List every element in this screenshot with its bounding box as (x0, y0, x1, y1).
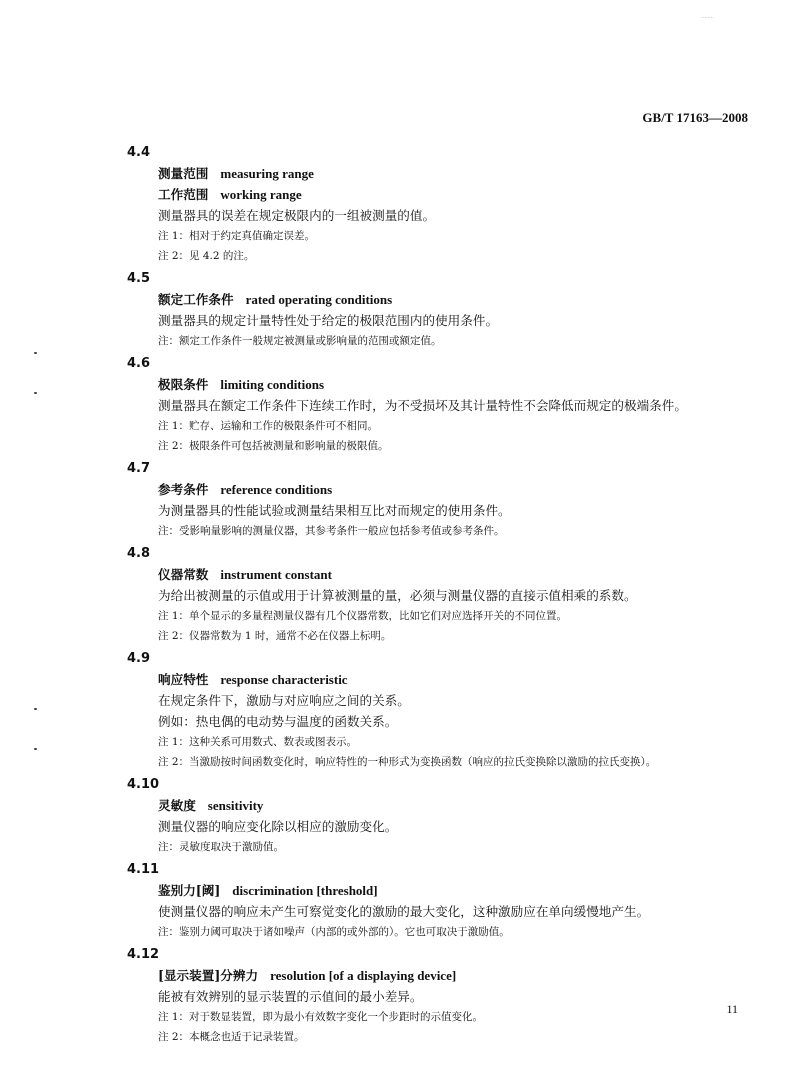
term-chinese: [显示装置]分辨力 (158, 968, 259, 983)
note: 注：灵敏度取决于激励值。 (158, 841, 284, 853)
definition: 为给出被测量的示值或用于计算被测量的量，必须与测量仪器的直接示值相乘的系数。 (158, 588, 637, 603)
terms-content (127, 143, 747, 1050)
term-row (127, 965, 747, 986)
section-number: 4.8 (127, 546, 151, 561)
term-chinese: 灵敏度 (158, 798, 196, 813)
term-row (127, 669, 747, 690)
section-number: 4.9 (127, 651, 151, 666)
term-chinese: 极限条件 (158, 377, 209, 392)
definition: 测量器具在额定工作条件下连续工作时，为不受损坏及其计量特性不会降低而规定的极端条件。 (158, 398, 687, 413)
scan-speck (34, 352, 37, 354)
term-row (127, 289, 747, 310)
term-entry (127, 775, 747, 857)
definition: 测量仪器的响应变化除以相应的激励变化。 (158, 819, 398, 834)
term-row (127, 795, 747, 816)
term-row (127, 564, 747, 585)
note: 注：受影响量影响的测量仪器，其参考条件一般应包括参考值或参考条件。 (158, 525, 505, 537)
definition: 在规定条件下，激励与对应响应之间的关系。 (158, 693, 410, 708)
standard-code-header: GB/T 17163—2008 (642, 110, 748, 125)
scan-speck (34, 392, 37, 394)
definition: 例如：热电偶的电动势与温度的函数关系。 (158, 714, 398, 729)
term-chinese: 响应特性 (158, 672, 209, 687)
term-english: sensitivity (207, 798, 264, 813)
term-entry (127, 269, 747, 351)
term-chinese: 参考条件 (158, 482, 209, 497)
term-entry (127, 354, 747, 456)
term-chinese: 仪器常数 (158, 567, 209, 582)
term-entry (127, 143, 747, 266)
term-row (127, 880, 747, 901)
note: 注 1：这种关系可用数式、数表或图表示。 (158, 736, 358, 748)
note: 注 1：贮存、运输和工作的极限条件可不相同。 (158, 420, 379, 432)
section-number: 4.10 (127, 777, 160, 792)
section-number: 4.6 (127, 356, 151, 371)
scan-speck (34, 708, 37, 710)
term-english: discrimination [threshold] (232, 883, 378, 898)
page-number: 11 (726, 1002, 738, 1016)
term-english: response characteristic (220, 672, 348, 687)
term-english: limiting conditions (220, 377, 325, 392)
note: 注 1：单个显示的多量程测量仪器有几个仪器常数，比如它们对应选择开关的不同位置。 (158, 610, 568, 622)
term-row (127, 374, 747, 395)
scan-speck (34, 748, 37, 750)
term-entry (127, 459, 747, 541)
term-english: working range (220, 187, 302, 202)
note: 注 2：本概念也适于记录装置。 (158, 1031, 305, 1043)
term-entry (127, 860, 747, 942)
note: 注 2：仪器常数为 1 时，通常不必在仪器上标明。 (158, 630, 392, 642)
note: 注 1：对于数显装置，即为最小有效数字变化一个步距时的示值变化。 (158, 1011, 484, 1023)
note: 注 2：见 4.2 的注。 (158, 250, 255, 262)
section-number: 4.7 (127, 461, 151, 476)
note: 注 2：极限条件可包括被测量和影响量的极限值。 (158, 440, 389, 452)
term-row (127, 163, 747, 184)
term-chinese: 额定工作条件 (158, 292, 234, 307)
term-english: resolution [of a displaying device] (270, 968, 457, 983)
definition: 测量器具的规定计量特性处于给定的极限范围内的使用条件。 (158, 313, 499, 328)
term-row (127, 184, 747, 205)
term-english: instrument constant (220, 567, 332, 582)
note: 注 2：当激励按时间函数变化时，响应特性的一种形式为变换函数（响应的拉氏变换除以激励的拉氏变换）。 (158, 756, 657, 768)
definition: 能被有效辨别的显示装置的示值间的最小差异。 (158, 989, 423, 1004)
term-chinese: 工作范围 (158, 187, 209, 202)
definition: 使测量仪器的响应未产生可察觉变化的激励的最大变化，这种激励应在单向缓慢地产生。 (158, 904, 650, 919)
term-entry (127, 649, 747, 772)
corner-mark: ........ (701, 14, 714, 20)
section-number: 4.12 (127, 947, 160, 962)
term-entry (127, 945, 747, 1047)
term-entry (127, 544, 747, 646)
definition: 测量器具的误差在规定极限内的一组被测量的值。 (158, 208, 436, 223)
term-english: measuring range (220, 166, 314, 181)
term-english: reference conditions (220, 482, 333, 497)
section-number: 4.11 (127, 862, 160, 877)
term-chinese: 鉴别力[阈] (158, 883, 221, 898)
term-row (127, 479, 747, 500)
term-english: rated operating conditions (245, 292, 393, 307)
section-number: 4.4 (127, 145, 151, 160)
definition: 为测量器具的性能试验或测量结果相互比对而规定的使用条件。 (158, 503, 511, 518)
section-number: 4.5 (127, 271, 151, 286)
term-chinese: 测量范围 (158, 166, 209, 181)
note: 注：额定工作条件一般规定被测量或影响量的范围或额定值。 (158, 335, 442, 347)
note: 注：鉴别力阈可取决于诸如噪声（内部的或外部的）。它也可取决于激励值。 (158, 926, 510, 938)
note: 注 1：相对于约定真值确定误差。 (158, 230, 316, 242)
